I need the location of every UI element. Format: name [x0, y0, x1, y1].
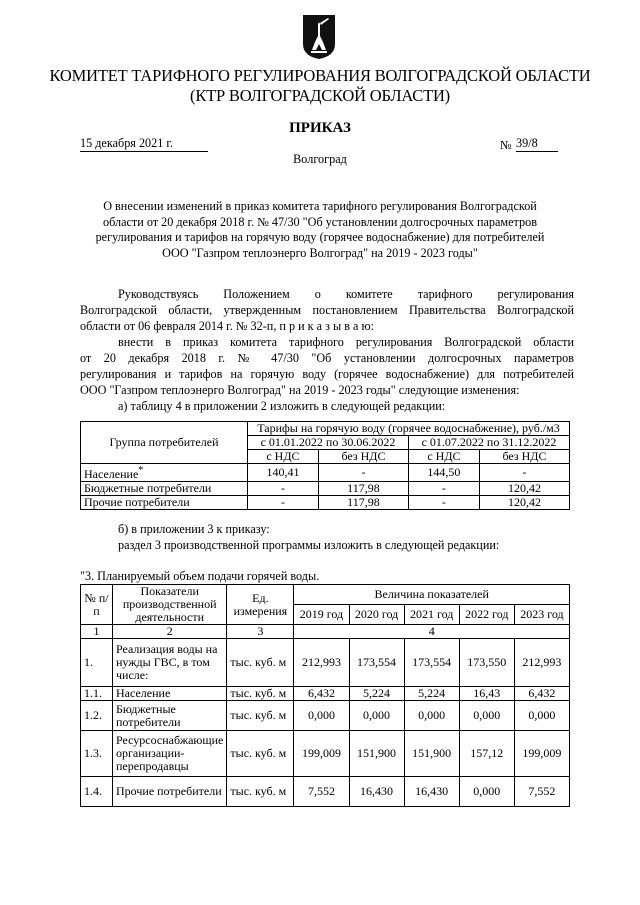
cell: -	[408, 496, 479, 510]
doc-type: ПРИКАЗ	[289, 120, 351, 136]
cell: -	[248, 482, 319, 496]
cell: 199,009	[294, 731, 349, 777]
row-label: Население*	[81, 464, 248, 482]
column-number: 4	[294, 625, 570, 639]
row-label: Прочие потребители	[113, 777, 227, 807]
cell: 120,42	[479, 496, 569, 510]
cell: 0,000	[459, 777, 514, 807]
cell: -	[479, 464, 569, 482]
vat-header: с НДС	[248, 450, 319, 464]
cell: 0,000	[294, 701, 349, 731]
text-line: от 20 декабря 2018 г. № 47/30 "Об установлении долгосрочных параметров	[80, 351, 574, 365]
text-line: внести в приказ комитета тарифного регулирования Волгоградской области	[118, 335, 574, 349]
cell: 157,12	[459, 731, 514, 777]
cell: тыс. куб. м	[227, 639, 294, 687]
cell: 16,430	[404, 777, 459, 807]
section-title: "3. Планируемый объем подачи горячей воды.	[80, 569, 320, 583]
table-row	[81, 482, 570, 496]
row-number: 1.	[81, 639, 113, 687]
cell: 199,009	[514, 731, 569, 777]
year-header: 2019 год	[294, 605, 349, 625]
doc-number-prefix: №	[500, 138, 512, 152]
cell: тыс. куб. м	[227, 687, 294, 701]
values-header: Величина показателей	[294, 585, 570, 605]
table-row	[81, 464, 570, 482]
cell: -	[248, 496, 319, 510]
row-number: 1.2.	[81, 701, 113, 731]
row-label: Бюджетные потребители	[81, 482, 248, 496]
subject-line: области от 20 декабря 2018 г. № 47/30 "Об установлении долгосрочных параметров	[103, 214, 537, 229]
cell: 6,432	[514, 687, 569, 701]
year-header: 2023 год	[514, 605, 569, 625]
cell: тыс. куб. м	[227, 731, 294, 777]
cell: 144,50	[408, 464, 479, 482]
doc-city: Волгоград	[293, 152, 347, 166]
cell: тыс. куб. м	[227, 777, 294, 807]
paragraph-basis	[80, 286, 574, 414]
row-label: Бюджетные потребители	[113, 701, 227, 731]
column-number: 1	[81, 625, 113, 639]
org-short-name: (КТР ВОЛГОГРАДСКОЙ ОБЛАСТИ)	[190, 86, 450, 105]
org-name: КОМИТЕТ ТАРИФНОГО РЕГУЛИРОВАНИЯ ВОЛГОГРАДСКОЙ ОБЛАСТИ	[49, 66, 591, 85]
text-line: б) в приложении 3 к приказу:	[118, 522, 270, 536]
cell: 212,993	[514, 639, 569, 687]
cell: 173,554	[349, 639, 404, 687]
text-line: регулирования и тарифов на горячую воду (горячее водоснабжение) для потребителей	[80, 367, 574, 381]
text-line: ООО "Газпром теплоэнерго Волгоград" на 2019 - 2023 годы" следующие изменения:	[80, 383, 520, 397]
indicator-header: Показатели производственной деятельности	[113, 585, 227, 625]
table-row	[81, 687, 570, 701]
cell: -	[318, 464, 408, 482]
vat-header: без НДС	[318, 450, 408, 464]
cell: 16,430	[349, 777, 404, 807]
volgograd-coat-of-arms-icon	[302, 14, 336, 60]
volume-table	[80, 584, 570, 807]
unit-header: Ед. измерения	[227, 585, 294, 625]
cell: 151,900	[349, 731, 404, 777]
text-line: раздел 3 производственной программы изложить в следующей редакции:	[118, 538, 500, 552]
doc-number: 39/8	[516, 136, 558, 152]
num-header: № п/п	[81, 585, 113, 625]
cell: 140,41	[248, 464, 319, 482]
period-header: с 01.01.2022 по 30.06.2022	[248, 436, 409, 450]
text-line: Волгоградской области, утвержденным постановлением Правительства Волгоградской	[80, 303, 574, 317]
text-line: Руководствуясь Положением о комитете тарифного регулирования	[118, 287, 574, 301]
subject-line: регулирования и тарифов на горячую воду (горячее водоснабжение) для потребителей	[95, 230, 545, 244]
vat-header: без НДС	[479, 450, 569, 464]
row-label: Ресурсоснабжающие организации-перепродавцы	[113, 731, 227, 777]
cell: -	[408, 482, 479, 496]
cell: 6,432	[294, 687, 349, 701]
text-line: области от 06 февраля 2014 г. № 32-п, п р и к а з ы в а ю:	[80, 319, 374, 333]
row-number: 1.4.	[81, 777, 113, 807]
cell: 117,98	[318, 496, 408, 510]
tariff-header: Тарифы на горячую воду (горячее водоснабжение), руб./м3	[248, 422, 570, 436]
tariff-table	[80, 421, 570, 510]
cell: 0,000	[349, 701, 404, 731]
year-header: 2020 год	[349, 605, 404, 625]
cell: 117,98	[318, 482, 408, 496]
cell: 0,000	[514, 701, 569, 731]
cell: 16,43	[459, 687, 514, 701]
subject	[60, 199, 580, 261]
cell: 151,900	[404, 731, 459, 777]
cell: 5,224	[349, 687, 404, 701]
row-label: Население	[113, 687, 227, 701]
table-row	[81, 701, 570, 731]
group-header: Группа потребителей	[81, 422, 248, 464]
row-label: Прочие потребители	[81, 496, 248, 510]
footnote-mark: *	[138, 465, 144, 476]
cell: тыс. куб. м	[227, 701, 294, 731]
vat-header: с НДС	[408, 450, 479, 464]
cell: 120,42	[479, 482, 569, 496]
table-row	[81, 496, 570, 510]
cell: 212,993	[294, 639, 349, 687]
cell: 173,554	[404, 639, 459, 687]
table-row	[81, 777, 570, 807]
row-number: 1.1.	[81, 687, 113, 701]
row-number: 1.3.	[81, 731, 113, 777]
period-header: с 01.07.2022 по 31.12.2022	[408, 436, 569, 450]
year-header: 2021 год	[404, 605, 459, 625]
cell: 173,550	[459, 639, 514, 687]
subject-line: ООО "Газпром теплоэнерго Волгоград" на 2019 - 2023 годы"	[162, 245, 478, 260]
cell: 7,552	[294, 777, 349, 807]
table-row	[81, 731, 570, 777]
column-number: 2	[113, 625, 227, 639]
year-header: 2022 год	[459, 605, 514, 625]
cell: 0,000	[459, 701, 514, 731]
text-line: а) таблицу 4 в приложении 2 изложить в следующей редакции:	[118, 399, 446, 413]
table-row	[81, 639, 570, 687]
subject-line: О внесении изменений в приказ комитета тарифного регулирования Волгоградской	[103, 199, 537, 213]
doc-date: 15 декабря 2021 г.	[80, 136, 208, 152]
row-label: Реализация воды на нужды ГВС, в том числе:	[113, 639, 227, 687]
cell: 7,552	[514, 777, 569, 807]
cell: 5,224	[404, 687, 459, 701]
column-number: 3	[227, 625, 294, 639]
cell: 0,000	[404, 701, 459, 731]
